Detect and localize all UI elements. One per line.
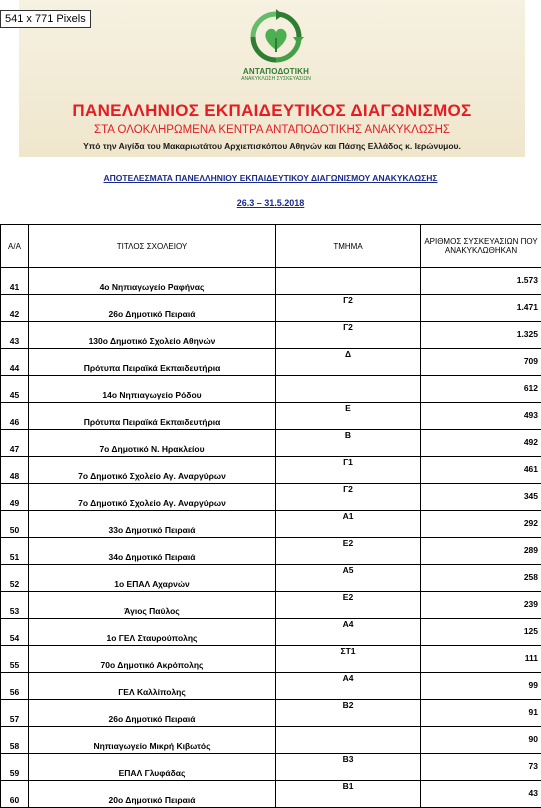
row-count-cell: 258 xyxy=(421,565,541,592)
row-count-cell: 289 xyxy=(421,538,541,565)
image-size-label: 541 x 771 Pixels xyxy=(0,10,91,28)
row-count-cell: 292 xyxy=(421,511,541,538)
row-aa-cell: 48 xyxy=(1,457,29,484)
row-count-cell: 90 xyxy=(421,727,541,754)
recycling-heart-icon xyxy=(247,8,305,66)
row-school-cell: ΕΠΑΛ Γλυφάδας xyxy=(29,754,276,781)
row-count-cell: 43 xyxy=(421,781,541,808)
header-class: ΤΜΗΜΑ xyxy=(276,225,421,268)
row-class-cell: Ε xyxy=(276,403,421,430)
header-aa: Α/Α xyxy=(1,225,29,268)
row-school-cell: 70ο Δημοτικό Ακρόπολης xyxy=(29,646,276,673)
table-body xyxy=(1,268,541,808)
table-row xyxy=(1,646,541,673)
row-class-cell: Β xyxy=(276,430,421,457)
table-row xyxy=(1,673,541,700)
row-school-cell: Νηπιαγωγείο Μικρή Κιβωτός xyxy=(29,727,276,754)
row-class-cell: Α4 xyxy=(276,619,421,646)
results-table xyxy=(0,224,541,808)
row-count-cell: 461 xyxy=(421,457,541,484)
row-class-cell xyxy=(276,727,421,754)
row-count-cell: 492 xyxy=(421,430,541,457)
row-count-cell: 73 xyxy=(421,754,541,781)
row-aa-cell: 49 xyxy=(1,484,29,511)
row-school-cell: 4ο Νηπιαγωγείο Ραφήνας xyxy=(29,268,276,295)
row-class-cell: Α1 xyxy=(276,511,421,538)
row-count-cell: 99 xyxy=(421,673,541,700)
row-aa-cell: 52 xyxy=(1,565,29,592)
row-count-cell: 239 xyxy=(421,592,541,619)
table-row xyxy=(1,295,541,322)
row-school-cell: 34ο Δημοτικό Πειραιά xyxy=(29,538,276,565)
table-row xyxy=(1,268,541,295)
table-header-row xyxy=(1,225,541,268)
row-class-cell: Γ2 xyxy=(276,322,421,349)
logo-text: ΑΝΤΑΠΟΔΟΤΙΚΗ xyxy=(241,67,311,76)
row-school-cell: Πρότυπα Πειραϊκά Εκπαιδευτήρια xyxy=(29,403,276,430)
row-class-cell: ΣΤ1 xyxy=(276,646,421,673)
row-school-cell: 14ο Νηπιαγωγείο Ρόδου xyxy=(29,376,276,403)
table-row xyxy=(1,781,541,808)
banner-subtitle: ΣΤΑ ΟΛΟΚΛΗΡΩΜΕΝΑ ΚΕΝΤΡΑ ΑΝΤΑΠΟΔΟΤΙΚΗΣ ΑΝΑΚΥΚΛΩΣΗΣ xyxy=(19,124,525,136)
results-dates: 26.3 – 31.5.2018 xyxy=(0,198,541,208)
row-aa-cell: 45 xyxy=(1,376,29,403)
header-count: ΑΡΙΘΜΟΣ ΣΥΣΚΕΥΑΣΙΩΝ ΠΟΥ ΑΝΑΚΥΚΛΩΘΗΚΑΝ xyxy=(421,225,541,268)
row-class-cell: Β2 xyxy=(276,700,421,727)
table-row xyxy=(1,376,541,403)
row-school-cell: 1ο ΓΕΛ Σταυρούπολης xyxy=(29,619,276,646)
row-aa-cell: 47 xyxy=(1,430,29,457)
row-school-cell: 7ο Δημοτικό Σχολείο Αγ. Αναργύρων xyxy=(29,484,276,511)
row-school-cell: 1ο ΕΠΑΛ Αχαρνών xyxy=(29,565,276,592)
row-class-cell: Γ1 xyxy=(276,457,421,484)
row-class-cell: Β1 xyxy=(276,781,421,808)
row-aa-cell: 51 xyxy=(1,538,29,565)
row-class-cell: Δ xyxy=(276,349,421,376)
table-row xyxy=(1,565,541,592)
row-aa-cell: 57 xyxy=(1,700,29,727)
row-school-cell: ΓΕΛ Καλλίπολης xyxy=(29,673,276,700)
row-school-cell: 26ο Δημοτικό Πειραιά xyxy=(29,295,276,322)
results-heading: ΑΠΟΤΕΛΕΣΜΑΤΑ ΠΑΝΕΛΛΗΝΙΟΥ ΕΚΠΑΙΔΕΥΤΙΚΟΥ ΔΙΑΓΩΝΙΣΜΟΥ ΑΝΑΚΥΚΛΩΣΗΣ xyxy=(0,173,541,183)
banner-title: ΠΑΝΕΛΛΗΝΙΟΣ ΕΚΠΑΙΔΕΥΤΙΚΟΣ ΔΙΑΓΩΝΙΣΜΟΣ xyxy=(19,101,525,121)
logo-subtext: ΑΝΑΚΥΚΛΩΣΗ ΣΥΣΚΕΥΑΣΙΩΝ xyxy=(241,76,311,82)
header-school: ΤΙΤΛΟΣ ΣΧΟΛΕΙΟΥ xyxy=(29,225,276,268)
row-class-cell xyxy=(276,376,421,403)
row-aa-cell: 53 xyxy=(1,592,29,619)
row-count-cell: 91 xyxy=(421,700,541,727)
row-aa-cell: 56 xyxy=(1,673,29,700)
row-aa-cell: 44 xyxy=(1,349,29,376)
row-school-cell: Άγιος Παύλος xyxy=(29,592,276,619)
row-class-cell: Ε2 xyxy=(276,538,421,565)
row-aa-cell: 54 xyxy=(1,619,29,646)
row-class-cell: Γ2 xyxy=(276,484,421,511)
table-row xyxy=(1,349,541,376)
row-aa-cell: 55 xyxy=(1,646,29,673)
recycling-logo xyxy=(241,8,311,86)
row-count-cell: 1.325 xyxy=(421,322,541,349)
table-row xyxy=(1,457,541,484)
row-school-cell: 20ο Δημοτικό Πειραιά xyxy=(29,781,276,808)
table-row xyxy=(1,511,541,538)
row-school-cell: 33ο Δημοτικό Πειραιά xyxy=(29,511,276,538)
row-count-cell: 1.573 xyxy=(421,268,541,295)
row-count-cell: 612 xyxy=(421,376,541,403)
row-school-cell: 7ο Δημοτικό Ν. Ηρακλείου xyxy=(29,430,276,457)
table-row xyxy=(1,754,541,781)
table-row xyxy=(1,619,541,646)
table-row xyxy=(1,403,541,430)
row-aa-cell: 59 xyxy=(1,754,29,781)
row-aa-cell: 50 xyxy=(1,511,29,538)
row-aa-cell: 58 xyxy=(1,727,29,754)
table-row xyxy=(1,592,541,619)
row-aa-cell: 60 xyxy=(1,781,29,808)
row-aa-cell: 46 xyxy=(1,403,29,430)
row-class-cell: Ε2 xyxy=(276,592,421,619)
row-count-cell: 111 xyxy=(421,646,541,673)
row-count-cell: 345 xyxy=(421,484,541,511)
row-class-cell: Α5 xyxy=(276,565,421,592)
row-count-cell: 125 xyxy=(421,619,541,646)
row-count-cell: 493 xyxy=(421,403,541,430)
competition-banner xyxy=(19,0,525,157)
row-aa-cell: 42 xyxy=(1,295,29,322)
row-aa-cell: 41 xyxy=(1,268,29,295)
row-count-cell: 709 xyxy=(421,349,541,376)
row-count-cell: 1.471 xyxy=(421,295,541,322)
row-school-cell: Πρότυπα Πειραϊκά Εκπαιδευτήρια xyxy=(29,349,276,376)
row-class-cell xyxy=(276,268,421,295)
row-school-cell: 7ο Δημοτικό Σχολείο Αγ. Αναργύρων xyxy=(29,457,276,484)
row-aa-cell: 43 xyxy=(1,322,29,349)
table-row xyxy=(1,727,541,754)
table-row xyxy=(1,538,541,565)
table-row xyxy=(1,700,541,727)
row-class-cell: Γ2 xyxy=(276,295,421,322)
row-class-cell: Β3 xyxy=(276,754,421,781)
row-school-cell: 26ο Δημοτικό Πειραιά xyxy=(29,700,276,727)
banner-aegis-line: Υπό την Αιγίδα του Μακαριωτάτου Αρχιεπισκόπου Αθηνών και Πάσης Ελλάδος κ. Ιερώνυμου. xyxy=(19,141,525,151)
table-row xyxy=(1,430,541,457)
row-class-cell: Α4 xyxy=(276,673,421,700)
table-row xyxy=(1,484,541,511)
row-school-cell: 130ο Δημοτικό Σχολείο Αθηνών xyxy=(29,322,276,349)
table-row xyxy=(1,322,541,349)
